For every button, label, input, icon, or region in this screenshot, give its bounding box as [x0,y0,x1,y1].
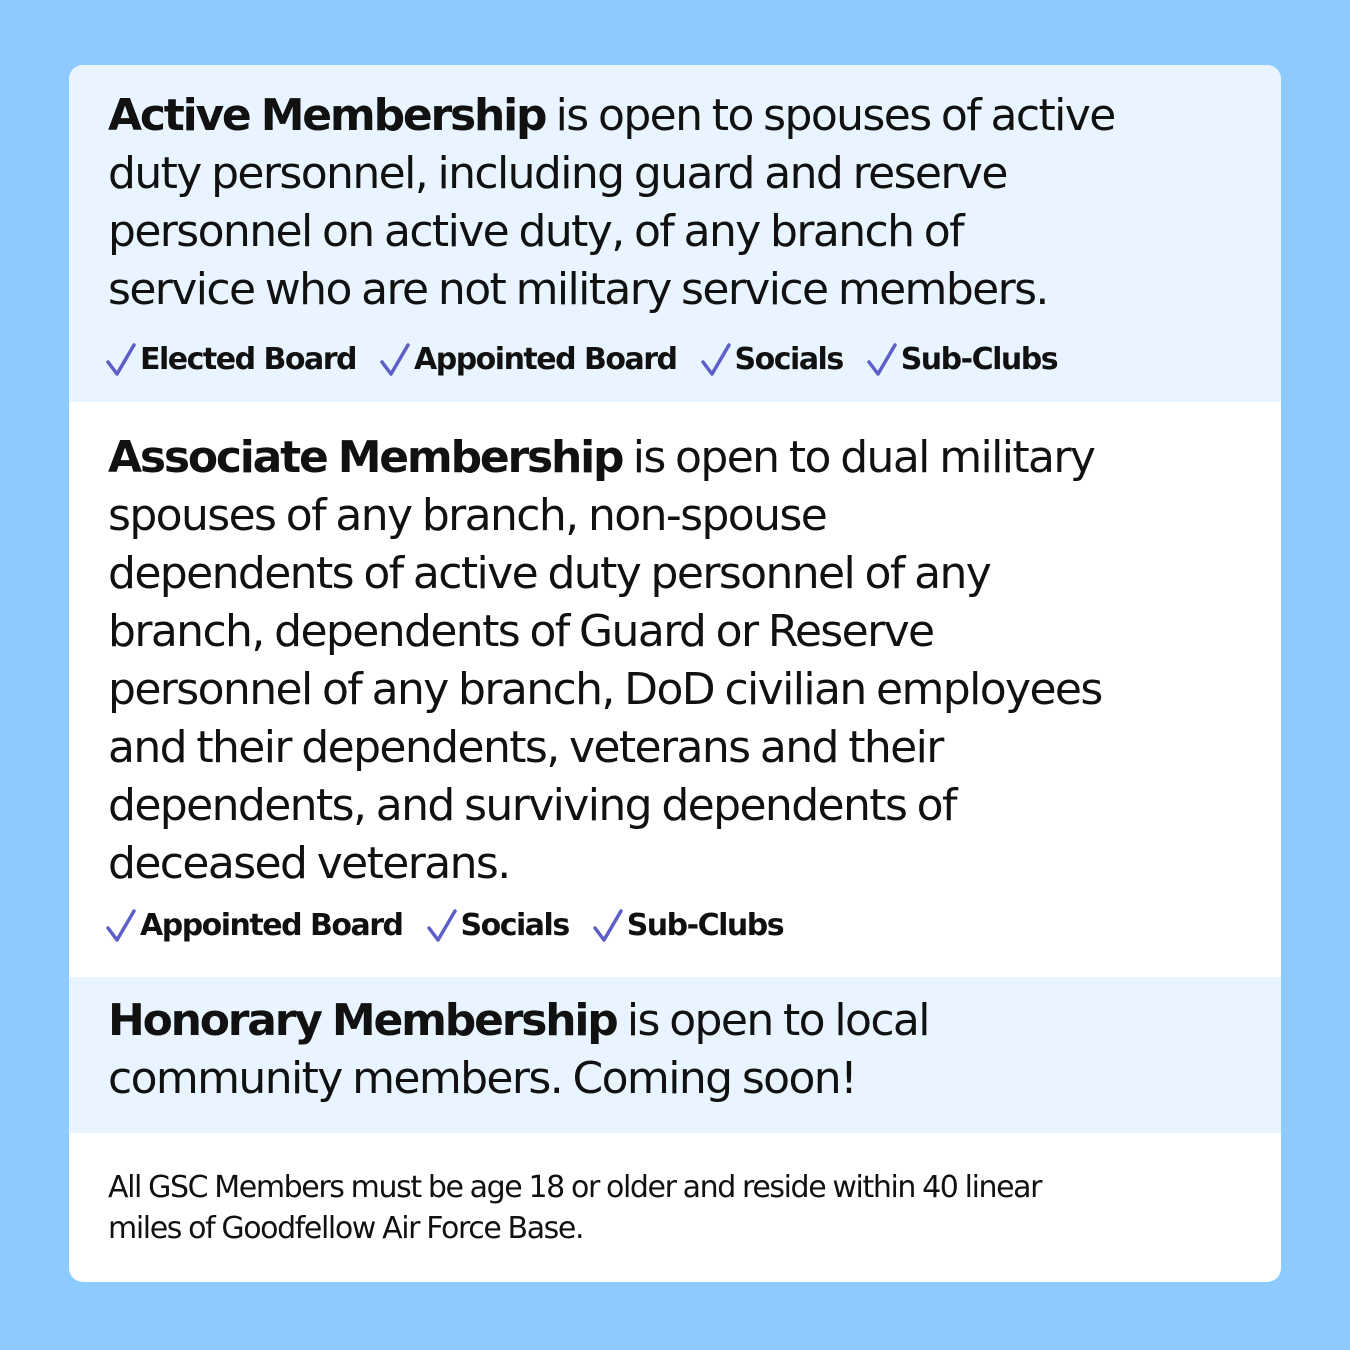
description-line: personnel of any branch, DoD civilian employees [108,664,1102,715]
description-line: is open to spouses of active [545,90,1115,141]
perk-label: Socials [734,342,843,377]
honorary-membership-section [69,977,1281,1133]
perk-label: Sub-Clubs [626,908,784,943]
description-line: is open to local [616,995,929,1046]
perk-label: Appointed Board [414,342,677,377]
checkmark-icon [701,343,731,377]
associate-perks-list [106,908,807,943]
perk-label: Elected Board [140,342,357,377]
description-line: spouses of any branch, non-spouse [108,490,827,541]
perk-label: Socials [460,908,569,943]
perk-appointed-board [106,908,403,943]
perk-label: Appointed Board [140,908,403,943]
perk-elected-board [106,342,356,377]
associate-membership-description [108,429,1268,893]
perk-sub-clubs [593,908,783,943]
description-line: service who are not military service members. [108,264,1048,315]
active-membership-section [69,65,1281,402]
associate-membership-heading: Associate Membership [108,432,623,483]
perk-socials [701,342,843,377]
checkmark-icon [593,909,623,943]
description-line: and their dependents, veterans and their [108,722,943,773]
description-line: dependents, and surviving dependents of [108,780,956,831]
honorary-membership-description [108,992,1268,1108]
active-membership-description [108,87,1268,319]
honorary-membership-heading: Honorary Membership [108,995,617,1046]
active-membership-heading: Active Membership [108,90,546,141]
description-line: is open to dual military [622,432,1095,483]
checkmark-icon [106,343,136,377]
checkmark-icon [106,909,136,943]
checkmark-icon [427,909,457,943]
eligibility-footnote-section [69,1133,1281,1282]
footnote-line: All GSC Members must be age 18 or older and reside within 40 linear [108,1170,1042,1205]
checkmark-icon [380,343,410,377]
associate-membership-section [69,402,1281,977]
checkmark-icon [867,343,897,377]
description-line: duty personnel, including guard and reserve [108,148,1007,199]
description-line: deceased veterans. [108,838,510,889]
perk-sub-clubs [867,342,1057,377]
description-line: personnel on active duty, of any branch of [108,206,964,257]
footnote-line: miles of Goodfellow Air Force Base. [108,1211,584,1246]
membership-card [69,65,1281,1282]
eligibility-footnote [108,1167,1041,1249]
description-line: dependents of active duty personnel of any [108,548,991,599]
perk-socials [427,908,569,943]
perk-label: Sub-Clubs [900,342,1058,377]
active-perks-list [106,342,1081,377]
perk-appointed-board [380,342,677,377]
description-line: branch, dependents of Guard or Reserve [108,606,934,657]
description-line: community members. Coming soon! [108,1053,857,1104]
